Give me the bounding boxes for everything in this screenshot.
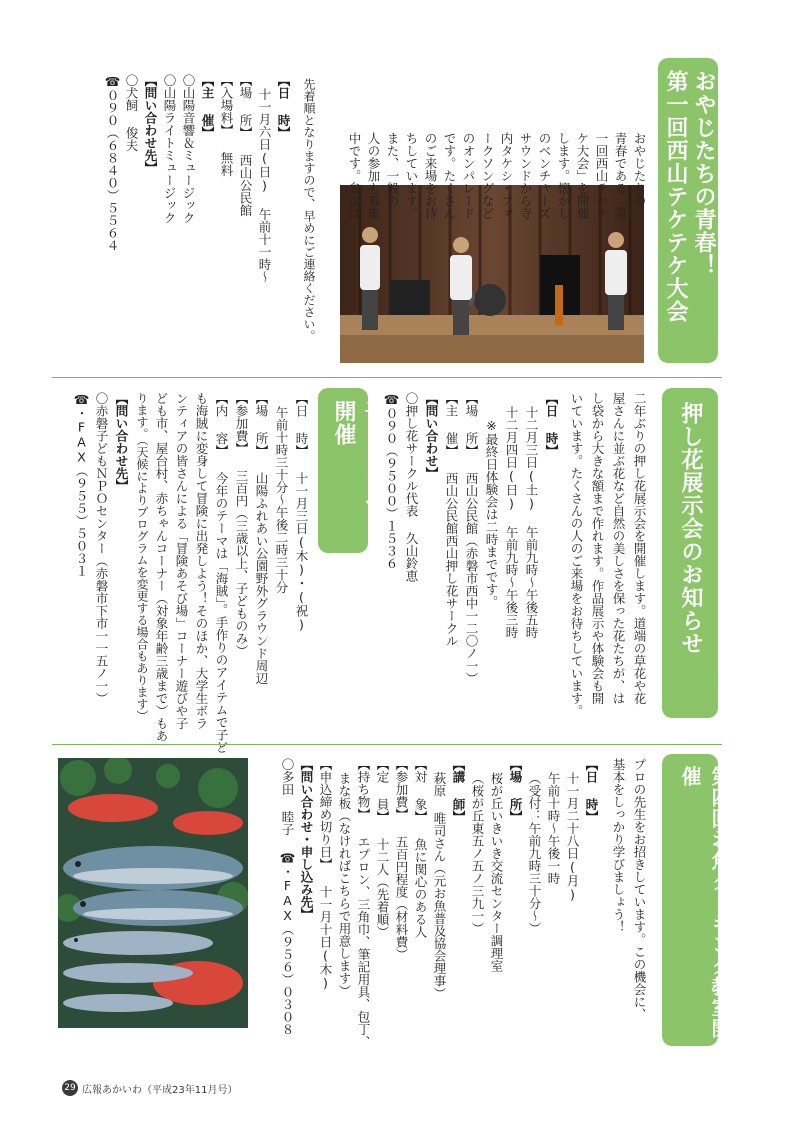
line: プロの先生をお招きしています。この機会に、 xyxy=(632,758,647,1021)
info-line: 十二月四日(日) 午前九時～午後三時 xyxy=(504,406,519,639)
info-line: 〇赤磐子どもＮＰＯセンター（赤磐市下市一一五ノ一） xyxy=(94,392,109,705)
info-line: ども市、屋台村、赤ちゃんコーナー（対象年齢三歳まで）もあ xyxy=(154,392,169,742)
concert-intro xyxy=(332,132,648,370)
page-number: 29 xyxy=(62,1080,78,1096)
line: のベンチャーズ xyxy=(537,132,552,220)
line: します。懐かし xyxy=(556,132,571,220)
info-line: 萩原 唯司さん（元お魚普及協会理事） xyxy=(432,772,447,1000)
info-line: 〇犬飼 俊夫 xyxy=(124,74,139,152)
section-divider xyxy=(52,744,722,745)
info-line: （桜が丘東五ノ五ノ三九一） xyxy=(470,772,485,935)
title-line-1: 押し花展示会のお知らせ xyxy=(678,402,703,655)
info-line: ☎０９０（９５００）１５３６ xyxy=(384,392,399,570)
info-line: 十一月二十八日(月) xyxy=(565,772,580,902)
info-line: 〇山陽音響＆ミュージック xyxy=(181,74,196,224)
fish-cooking-intro xyxy=(602,758,648,1058)
info-line: ※最終日体験会は二時までです。 xyxy=(484,418,499,608)
info-line: 【主 催】 西山公民館西山押し花サークル xyxy=(444,392,459,647)
concert-info xyxy=(100,74,292,374)
kids-festival-info xyxy=(60,392,310,754)
title-line-1: 子どもまつり開催 xyxy=(331,400,386,538)
info-line: 【日 時】 xyxy=(276,74,291,139)
info-line: 【場 所】 西山公民館（赤磐市西中一二〇ノ一） xyxy=(464,392,479,685)
info-line: 【内 容】 今年のテーマは「海賊」。手作りのアイテムで子ど xyxy=(214,392,229,754)
title-line-2: 第一回西山テケテケ大会 xyxy=(663,70,688,323)
info-line: まな板（なければこちらで用意します） xyxy=(337,772,352,997)
section-title-concert xyxy=(658,58,718,363)
line: また、一般の xyxy=(385,132,400,207)
info-line: 〇多田 睦子 ☎・FAX（９５６）０３０８ xyxy=(280,758,295,1036)
info-line: 【参加費】 五百円程度（材料費） xyxy=(394,758,409,961)
pressed-flowers-intro xyxy=(566,392,648,742)
line: サウンドから寺 xyxy=(518,132,533,220)
page-footer xyxy=(62,1080,237,1096)
info-line: 【申込締め切り日】 十一月十日(木) xyxy=(318,758,333,991)
line: おやじたちの xyxy=(632,132,647,207)
info-line: 【参加費】 三百円（三歳以上、子どものみ） xyxy=(234,392,249,657)
line: 先着順となりますので、早めにご連絡ください。 xyxy=(302,78,316,342)
line: 二年ぶりの押し花展示会を開催します。道端の草花や花 xyxy=(632,392,647,705)
line: 一回西山テケテ xyxy=(594,132,609,220)
line: 青春である「第 xyxy=(613,132,628,220)
info-line: 【講 師】 xyxy=(451,758,466,823)
section-divider xyxy=(52,377,722,378)
line: ケ大会」を開催 xyxy=(575,132,590,220)
info-line: 【問い合わせ先】 xyxy=(114,392,129,492)
info-line: も海賊に変身して冒険に出発しよう！そのほか、大学生ボラ xyxy=(194,392,209,730)
info-line: 【問い合わせ先】 xyxy=(143,74,158,174)
info-line: 【場 所】 山陽ふれあい公園野外グラウンド周辺 xyxy=(254,392,269,685)
line: ちしています。 xyxy=(404,132,419,220)
info-line: 【定 員】 十二人（先着順） xyxy=(375,758,390,938)
line: し袋から大きな額まで作れます。作品展示や体験会も開 xyxy=(590,392,605,705)
info-line: 桜が丘いきいき交流センター調理室 xyxy=(489,772,504,972)
info-line: 【場 所】 西山公民館 xyxy=(238,74,253,217)
title-line-1: 第四回お魚クッキング教室開催 xyxy=(678,766,732,1039)
line: 内タケシ・フォ xyxy=(499,132,514,220)
info-line: 【日 時】 xyxy=(544,392,559,457)
info-line: 【場 所】 xyxy=(508,758,523,823)
line: 基本をしっかり学びましょう！ xyxy=(611,758,626,933)
section-title-kids-festival xyxy=(318,388,386,553)
pressed-flowers-info xyxy=(380,392,560,742)
fish-cooking-info xyxy=(264,758,600,1058)
info-line: 【入場料】 無料 xyxy=(219,74,234,177)
info-line: 十二月三日(土) 午前九時～午後五時 xyxy=(524,406,539,639)
line: 屋さんに並ぶ花など自然の美しさを保った花たちが、は xyxy=(611,392,626,705)
title-line-1: おやじたちの青春！ xyxy=(691,70,716,277)
info-line: 【持ち物】 エプロン、三角巾、筆記用具、包丁、 xyxy=(356,758,371,1048)
info-line: （受付：午前九時三十分～） xyxy=(527,772,542,935)
info-line: ります。（天候によりプログラムを変更する場合もあります） xyxy=(135,392,149,722)
info-line: ☎・FAX（９５５）５０３１ xyxy=(74,392,89,577)
line: のご来場をお待 xyxy=(423,132,438,220)
info-line: 〇山陽ライトミュージック xyxy=(162,74,177,224)
info-line: 【日 時】 xyxy=(584,758,599,823)
line: です。たくさん xyxy=(442,132,457,220)
info-line: ンティアの皆さんによる「冒険あそび場」コーナー遊びや子 xyxy=(174,392,189,730)
info-line: 【問い合わせ・申し込み先】 xyxy=(299,758,314,921)
info-line: 〇押し花サークル代表 久山鈴恵 xyxy=(404,392,419,582)
info-line: 【対 象】 魚に関心のある人 xyxy=(413,758,428,938)
info-line: 十一月六日(日) 午前十一時～ xyxy=(257,88,272,283)
publication-name: 広報あかいわ（平成23年11月号） xyxy=(82,1084,238,1096)
fish-photo xyxy=(58,758,248,1028)
info-line: ☎０９０（６８４０）５５６４ xyxy=(105,74,120,252)
section-title-fish-cooking xyxy=(662,754,732,1046)
info-line: 午前十時～午後一時 xyxy=(546,772,561,885)
line: いています。たくさんの人のご来場をお待ちしています。 xyxy=(569,392,584,717)
info-line: 午前十時三十分～午後二時三十分 xyxy=(274,406,289,594)
line: 人の参加も募集 xyxy=(366,132,381,220)
info-line: 【主 催】 xyxy=(200,74,215,139)
line: 中です。参加は xyxy=(347,132,362,220)
line: ークソングなど xyxy=(480,132,495,220)
line: のオンパレード xyxy=(461,132,476,220)
info-line: 【日 時】 十一月三日(木)・(祝) xyxy=(294,392,309,632)
section-title-pressed-flowers xyxy=(662,388,718,718)
info-line: 【問い合わせ】 xyxy=(424,392,439,480)
